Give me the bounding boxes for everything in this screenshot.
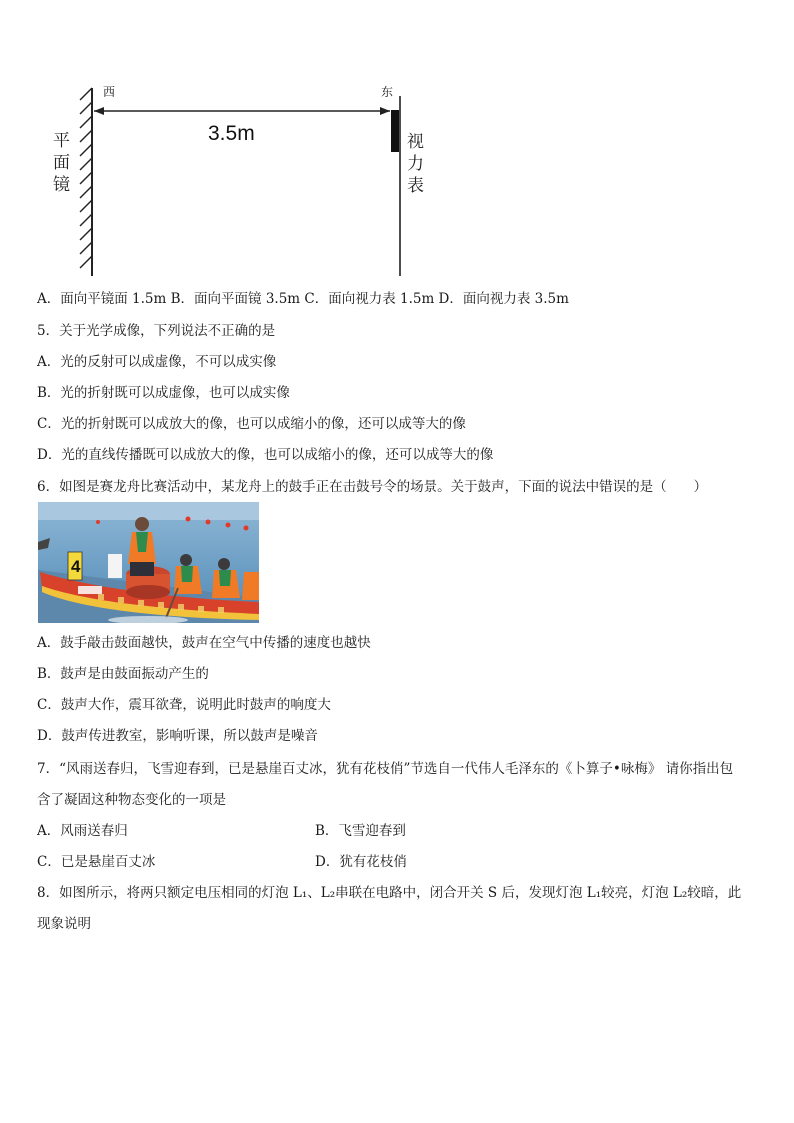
mirror-label-3: 镜 — [53, 175, 70, 195]
mirror-label-2: 面 — [53, 153, 70, 173]
mirror-chart-diagram — [40, 80, 440, 280]
dragon-boat-photo — [38, 502, 259, 623]
mirror-label-1: 平 — [53, 131, 70, 151]
q7-option-a: A．风雨送春归 — [37, 823, 128, 839]
q6-option-c: C．鼓声大作，震耳欲聋，说明此时鼓声的响度大 — [37, 697, 331, 713]
q7-stem-line1: 7．“风雨送春归，飞雪迎春到，已是悬崖百丈冰，犹有花枝俏”节选自一代伟人毛泽东的《卜算子•咏梅》 请你指出包 — [37, 761, 734, 777]
q6-option-a: A．鼓手敲击鼓面越快，鼓声在空气中传播的速度也越快 — [37, 635, 371, 651]
chart-label-1: 视 — [407, 132, 424, 152]
q7-stem-line2: 含了凝固这种物态变化的一项是 — [37, 792, 226, 808]
arrow-head-right — [380, 107, 390, 115]
q7-option-d: D．犹有花枝俏 — [315, 854, 407, 870]
q7-option-c: C．已是悬崖百丈冰 — [37, 854, 156, 870]
chart-label-2: 力 — [407, 154, 424, 174]
q6-stem: 6．如图是赛龙舟比赛活动中，某龙舟上的鼓手正在击鼓号令的场景。关于鼓声，下面的说法中错误的是（ ） — [37, 479, 708, 495]
q5-option-c: C．光的折射既可以成放大的像，也可以成缩小的像，还可以成等大的像 — [37, 416, 466, 432]
q6-option-d: D．鼓声传进教室，影响听课，所以鼓声是噪音 — [37, 728, 318, 744]
q5-option-d: D．光的直线传播既可以成放大的像，也可以成缩小的像，还可以成等大的像 — [37, 447, 494, 463]
q6-option-b: B．鼓声是由鼓面振动产生的 — [37, 666, 209, 682]
eye-chart-block — [391, 110, 399, 152]
chart-label-3: 表 — [407, 176, 424, 196]
west-label: 西 — [103, 85, 116, 99]
q5-option-a: A．光的反射可以成虚像，不可以成实像 — [37, 354, 277, 370]
q8-stem-line2: 现象说明 — [37, 916, 91, 932]
q4-options: A．面向平镜面 1.5m B．面向平面镜 3.5m C．面向视力表 1.5m D．面向视力表 3.5m — [37, 291, 569, 307]
mirror-hatching — [80, 88, 92, 268]
boat-number: 4 — [71, 557, 81, 576]
q5-stem: 5．关于光学成像，下列说法不正确的是 — [37, 323, 276, 339]
q5-option-b: B．光的折射既可以成虚像，也可以成实像 — [37, 385, 290, 401]
arrow-head-left — [94, 107, 104, 115]
q8-stem-line1: 8．如图所示，将两只额定电压相同的灯泡 L₁、L₂串联在电路中，闭合开关 S 后，发现灯泡 L₁较亮，灯泡 L₂较暗，此 — [37, 885, 742, 901]
distance-label: 3.5m — [208, 122, 255, 145]
q7-option-b: B．飞雪迎春到 — [315, 823, 406, 839]
east-label: 东 — [381, 85, 394, 99]
